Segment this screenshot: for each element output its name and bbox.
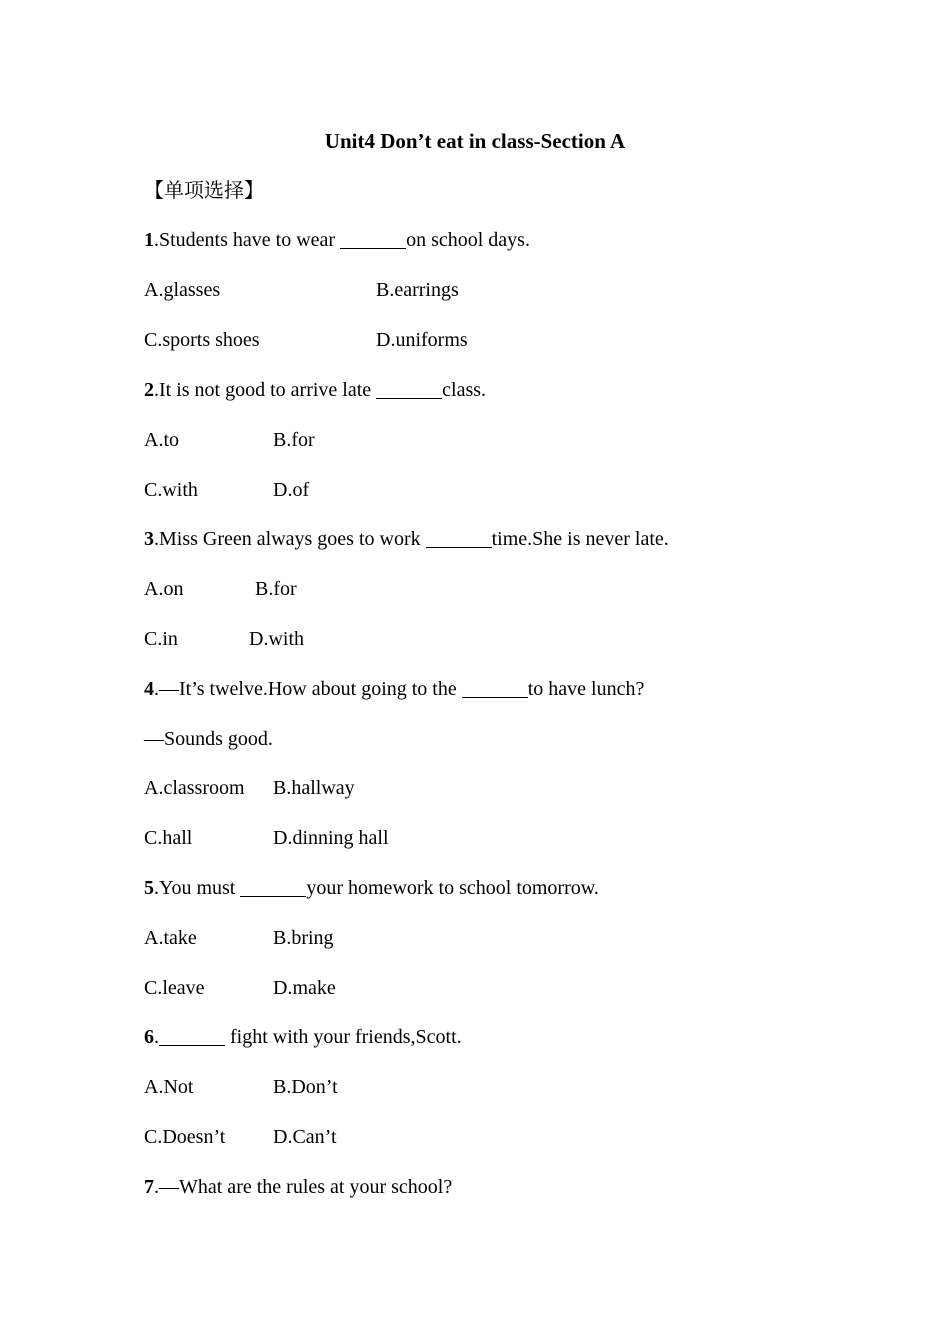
option-b: B.earrings — [376, 279, 459, 301]
answer-blank — [462, 679, 528, 698]
question-number: 4 — [144, 678, 154, 700]
option-a: A.glasses — [144, 279, 221, 301]
question-text-after: fight with your friends,Scott. — [230, 1026, 462, 1048]
question-text-before: . — [154, 1026, 159, 1048]
question-text-after: your homework to school tomorrow. — [306, 877, 599, 899]
question-3 — [144, 527, 669, 551]
option-a: A.classroom — [144, 777, 245, 799]
question-text-before: .—What are the rules at your school? — [154, 1176, 453, 1198]
answer-blank — [376, 380, 442, 399]
option-d: D.with — [249, 628, 304, 650]
question-number: 5 — [144, 877, 154, 899]
question-text-before: .Miss Green always goes to work — [154, 528, 426, 550]
question-5 — [144, 876, 599, 900]
option-b: B.hallway — [273, 777, 355, 799]
option-c: C.sports shoes — [144, 329, 260, 351]
answer-blank — [240, 878, 306, 897]
option-c: C.in — [144, 628, 178, 650]
option-d: D.uniforms — [376, 329, 468, 351]
question-text-before: .Students have to wear — [154, 229, 341, 251]
question-number: 1 — [144, 229, 154, 251]
option-c: C.Doesn’t — [144, 1126, 226, 1148]
question-number: 7 — [144, 1176, 154, 1198]
option-d: D.of — [273, 479, 310, 501]
option-d: D.dinning hall — [273, 827, 389, 849]
option-a: A.take — [144, 927, 197, 949]
question-2 — [144, 378, 486, 402]
question-7 — [144, 1175, 452, 1199]
option-a: A.on — [144, 578, 184, 600]
question-number: 3 — [144, 528, 154, 550]
question-4 — [144, 677, 644, 701]
option-a: A.to — [144, 429, 179, 451]
question-text-before: .—It’s twelve.How about going to the — [154, 678, 462, 700]
question-text-after: on school days. — [406, 229, 530, 251]
option-b: B.for — [273, 429, 315, 451]
answer-blank — [159, 1027, 225, 1046]
question-text-before: .You must — [154, 877, 241, 899]
section-heading: 【单项选择】 — [144, 178, 264, 202]
option-b: B.for — [255, 578, 297, 600]
question-6 — [144, 1025, 462, 1049]
answer-blank — [340, 230, 406, 249]
option-c: C.with — [144, 479, 198, 501]
option-c: C.leave — [144, 977, 205, 999]
option-d: D.make — [273, 977, 336, 999]
option-b: B.bring — [273, 927, 334, 949]
question-text-after: time.She is never late. — [491, 528, 669, 550]
question-1 — [144, 228, 530, 252]
option-c: C.hall — [144, 827, 193, 849]
option-b: B.Don’t — [273, 1076, 338, 1098]
answer-blank — [426, 529, 492, 548]
question-number: 6 — [144, 1026, 154, 1048]
option-a: A.Not — [144, 1076, 194, 1098]
page-title: Unit4 Don’t eat in class-Section A — [324, 129, 626, 153]
option-d: D.Can’t — [273, 1126, 337, 1148]
question-text-after: to have lunch? — [527, 678, 645, 700]
question-4-reply: —Sounds good. — [144, 728, 273, 750]
question-number: 2 — [144, 379, 154, 401]
question-text-after: class. — [442, 379, 487, 401]
question-text-before: .It is not good to arrive late — [154, 379, 377, 401]
